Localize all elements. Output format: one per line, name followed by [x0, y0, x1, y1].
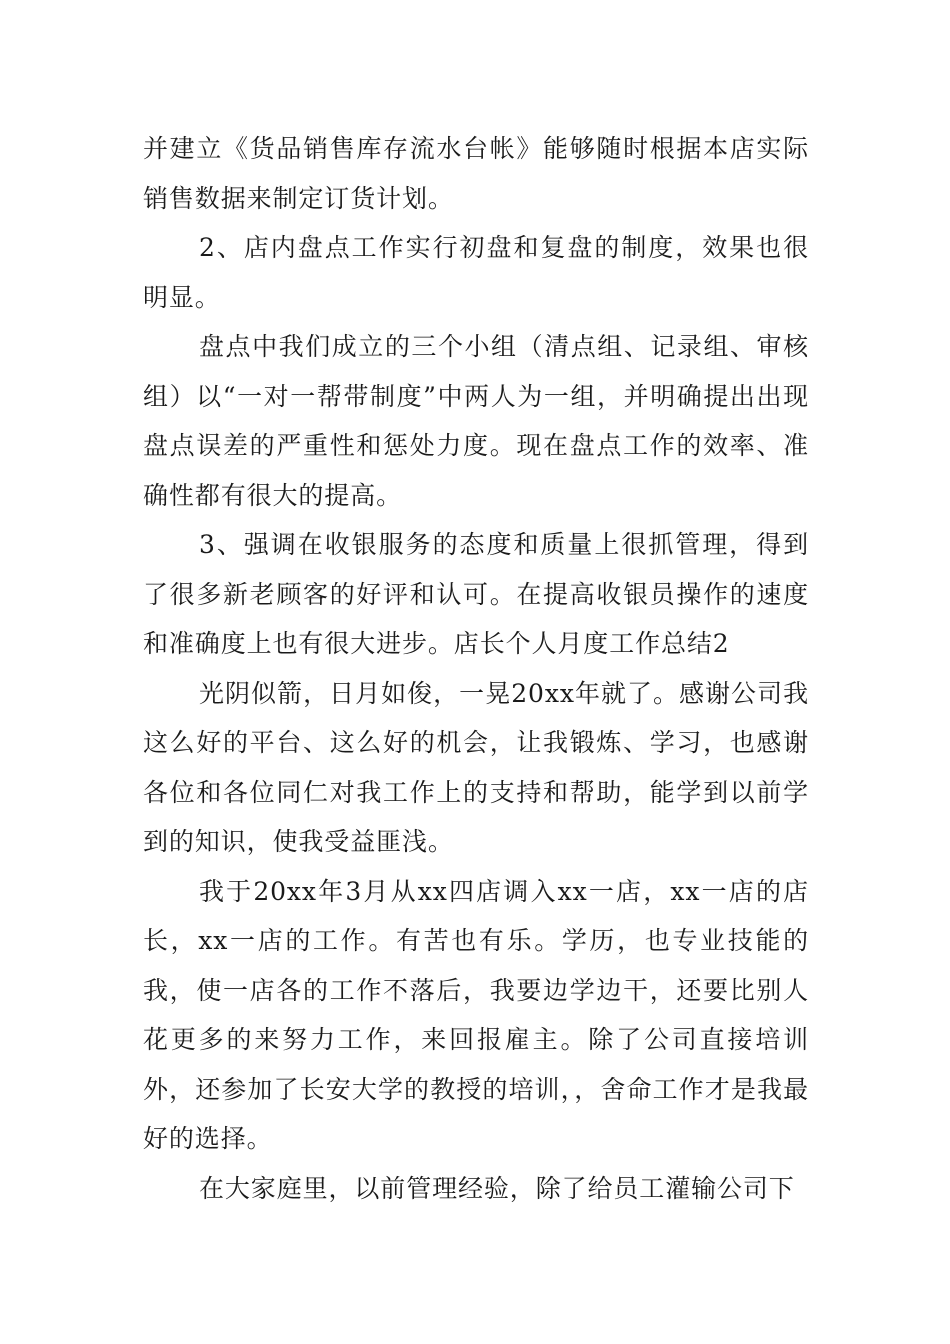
paragraph-continuation: 并建立《货品销售库存流水台帐》能够随时根据本店实际销售数据来制定订货计划。	[143, 134, 809, 213]
paragraph-gratitude: 光阴似箭，日月如俊，一晃20xx年就了。感谢公司我这么好的平台、这么好的机会，让我锻炼、学习，也感谢各位和各位同仁对我工作上的支持和帮助，能学到以前学到的知识，使我受益匪浅。	[143, 678, 809, 856]
document-body	[143, 124, 809, 1213]
paragraph-inventory-groups: 盘点中我们成立的三个小组（清点组、记录组、审核组）以“一对一帮带制度”中两人为一组，并明确提出出现盘点误差的严重性和惩处力度。现在盘点工作的效率、准确性都有很大的提高。	[143, 332, 809, 510]
paragraph-item-3: 3、强调在收银服务的态度和质量上很抓管理，得到了很多新老顾客的好评和认可。在提高收银员操作的速度和准确度上也有很大进步。店长个人月度工作总结2	[143, 530, 809, 658]
paragraph-transfer: 我于20xx年3月从xx四店调入xx一店，xx一店的店长，xx一店的工作。有苦也有乐。学历，也专业技能的我，使一店各的工作不落后，我要边学边干，还要比别人花更多的来努力工作，来回报雇主。除了公司直接培训外，还参加了长安大学的教授的培训，，舍命工作才是我最好的选择。	[143, 876, 809, 1153]
paragraph-management: 在大家庭里，以前管理经验，除了给员工灌输公司下	[199, 1173, 795, 1203]
paragraph-item-2: 2、店内盘点工作实行初盘和复盘的制度，效果也很明显。	[143, 233, 809, 312]
